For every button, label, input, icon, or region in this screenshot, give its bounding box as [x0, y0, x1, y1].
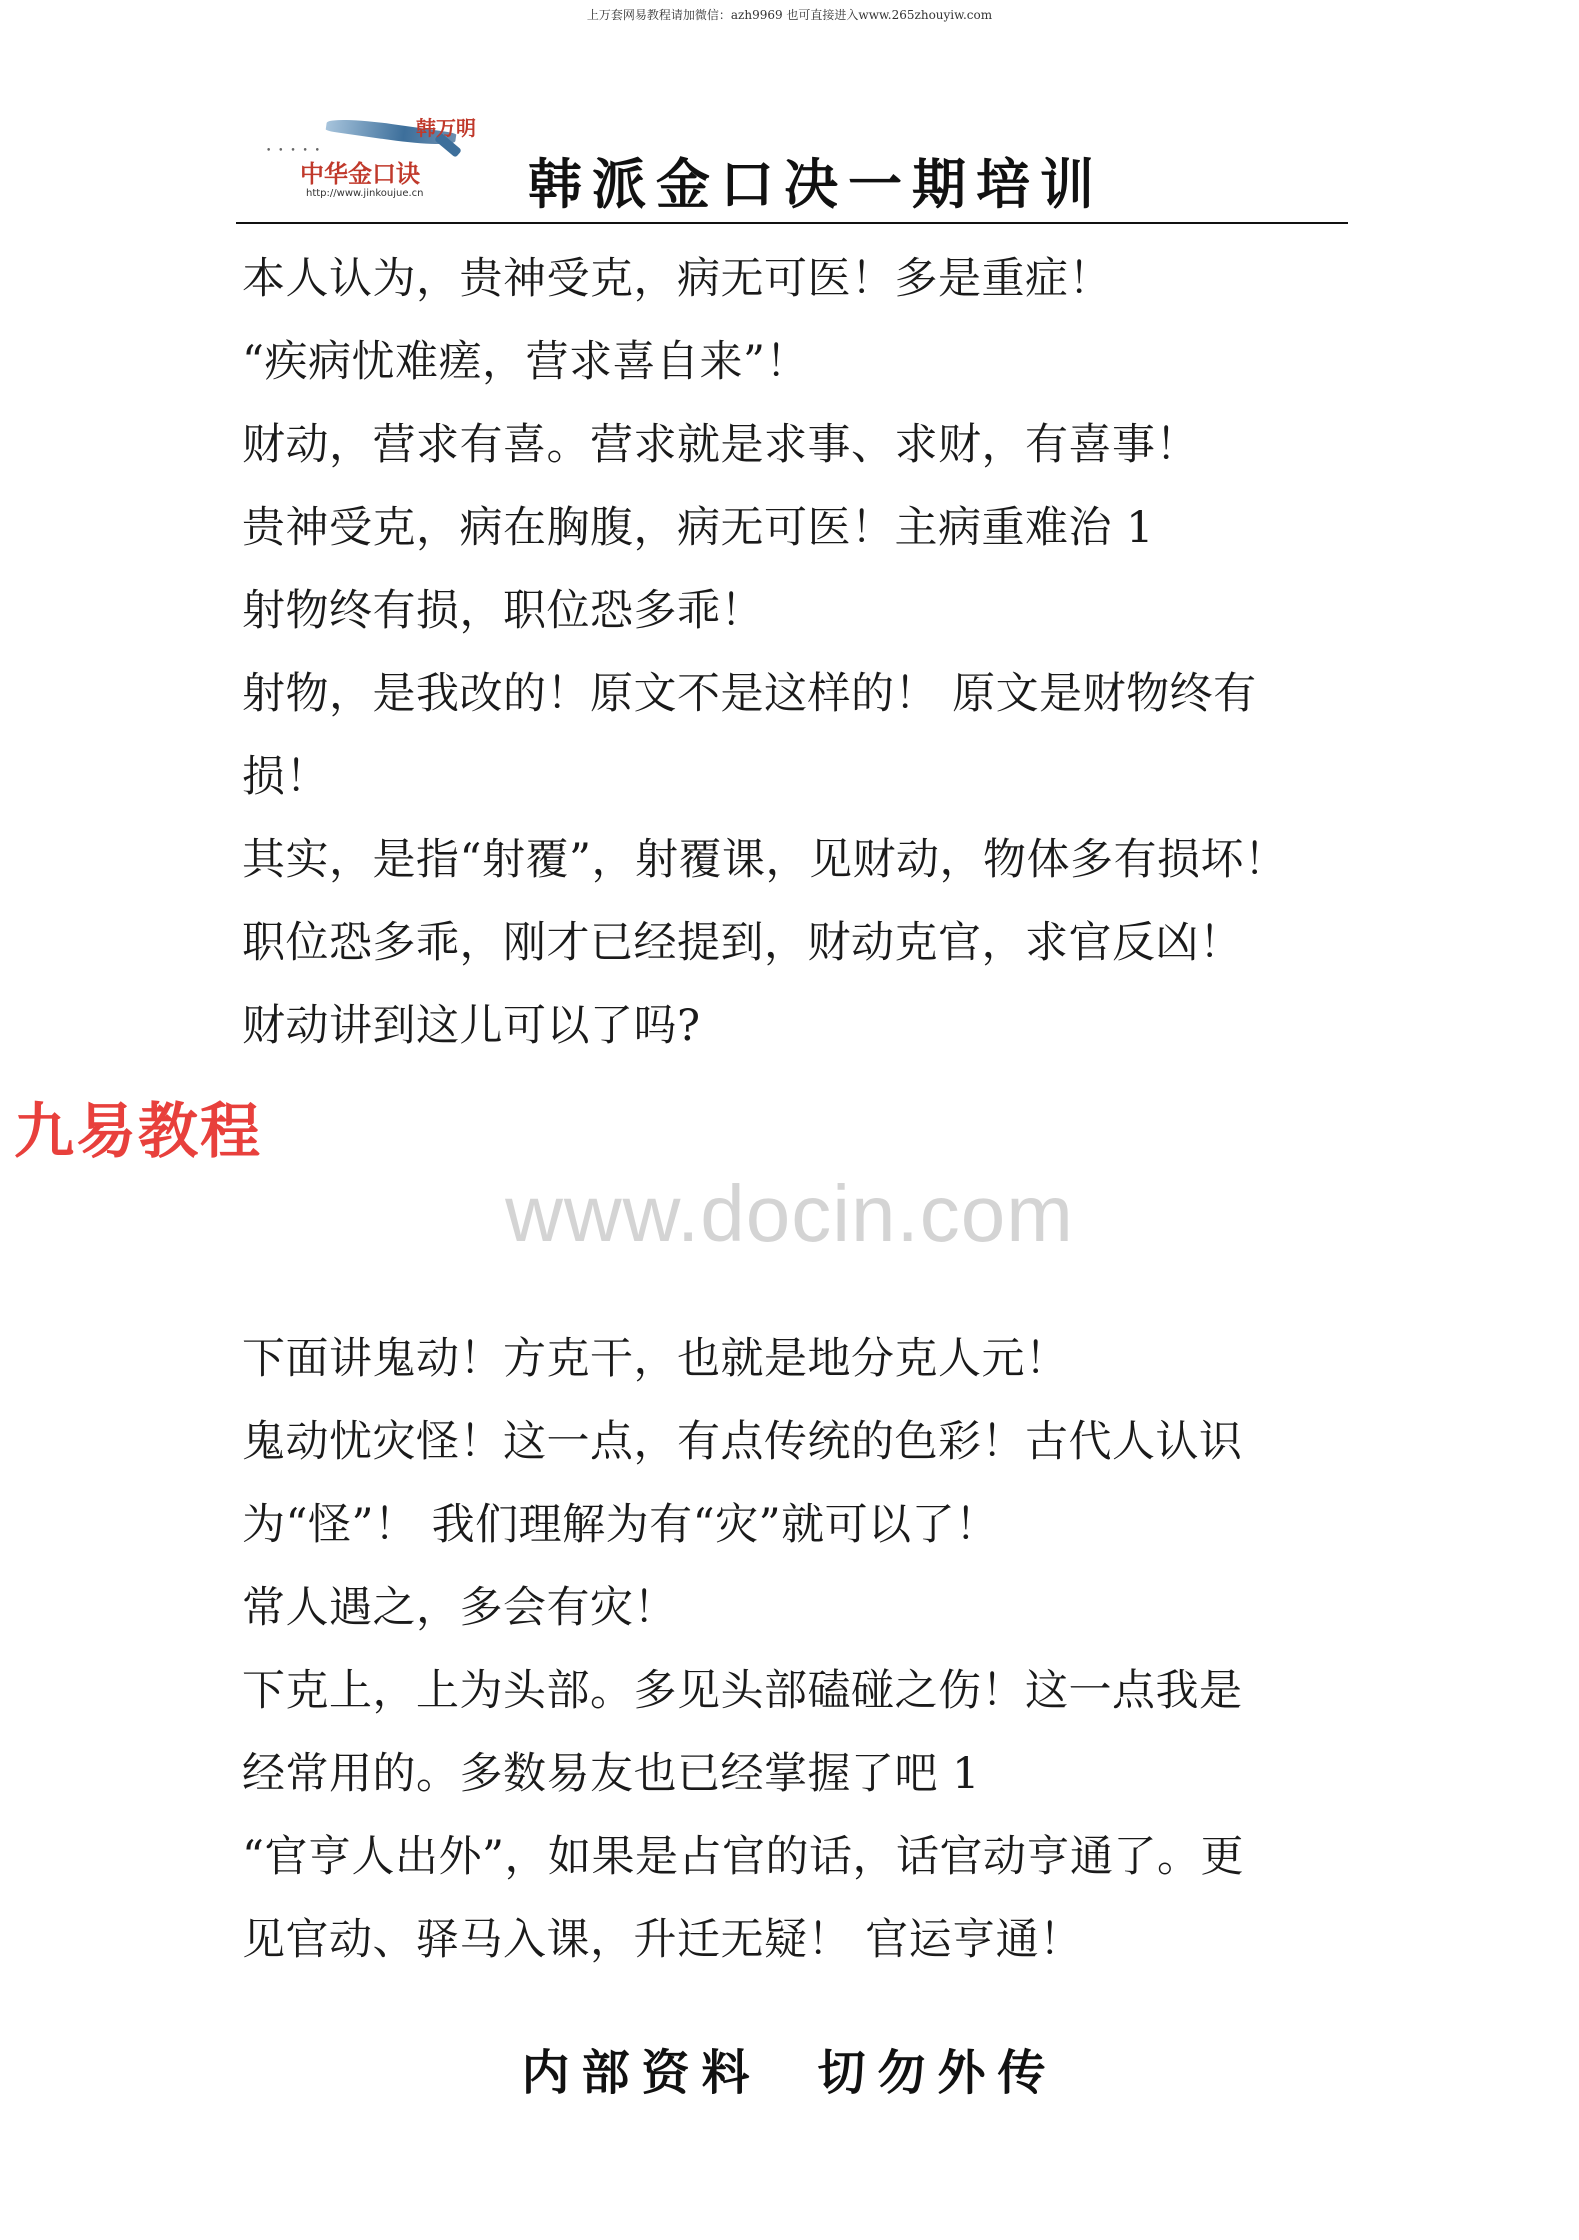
- paragraph-line: 下克上，上为头部。多见头部磕碰之伤！这一点我是: [242, 1666, 1243, 1716]
- logo-url-text: http://www.jinkoujue.cn: [306, 188, 424, 199]
- footer-notice: [0, 2034, 1579, 2103]
- brand-badge: 九易教程: [14, 1097, 262, 1167]
- paragraph-line: “疾病忧难瘥，营求喜自来”！: [242, 337, 809, 387]
- paragraph-line: 财动讲到这儿可以了吗?: [242, 1001, 701, 1051]
- logo: [266, 112, 506, 204]
- paragraph-line: 损！: [242, 752, 329, 802]
- content-block-2: [242, 1318, 1352, 1982]
- watermark: www.docin.com: [505, 1169, 1074, 1258]
- paragraph-line: 贵神受克，病在胸腹，病无可医！主病重难治 1: [242, 503, 1155, 553]
- paragraph-line: 职位恐多乖，刚才已经提到，财动克官，求官反凶！: [242, 918, 1243, 968]
- logo-top-text: 韩万明: [416, 116, 476, 140]
- document-header: [236, 104, 1348, 224]
- paragraph-line: 鬼动忧灾怪！这一点，有点传统的色彩！古代人认识: [242, 1417, 1243, 1467]
- header-divider: [236, 222, 1348, 224]
- paragraph-line: 见官动、驿马入课，升迁无疑！ 官运亨通！: [242, 1915, 1083, 1965]
- paragraph-line: 常人遇之，多会有灾！: [242, 1583, 677, 1633]
- footer-left-text: 内部资料: [521, 2045, 762, 2101]
- paragraph-line: 其实，是指“射覆”，射覆课，见财动，物体多有损坏！: [242, 835, 1288, 885]
- top-note: 上万套网易教程请加微信：azh9969 也可直接进入www.265zhouyiw.com: [586, 8, 993, 22]
- paragraph-line: 为“怪”！ 我们理解为有“灾”就可以了！: [242, 1500, 999, 1550]
- paragraph-line: “官亨人出外”，如果是占官的话，话官动亨通了。更: [242, 1832, 1244, 1882]
- paragraph-line: 射物终有损，职位恐多乖！: [242, 586, 764, 636]
- logo-main-text: 中华金口诀: [300, 160, 420, 188]
- content-block-1: [242, 238, 1352, 1068]
- paragraph-line: 射物，是我改的！原文不是这样的！ 原文是财物终有: [242, 669, 1257, 719]
- page-title: 韩派金口决一期培训: [528, 152, 1104, 216]
- paragraph-line: 经常用的。多数易友也已经掌握了吧 1: [242, 1749, 981, 1799]
- paragraph-line: 本人认为，贵神受克，病无可医！多是重症！: [242, 254, 1112, 304]
- paragraph-line: 财动，营求有喜。营求就是求事、求财，有喜事！: [242, 420, 1199, 470]
- logo-dots-decoration: • • • • •: [266, 146, 322, 156]
- paragraph-line: 下面讲鬼动！方克干，也就是地分克人元！: [242, 1334, 1069, 1384]
- footer-right-text: 切勿外传: [817, 2045, 1058, 2101]
